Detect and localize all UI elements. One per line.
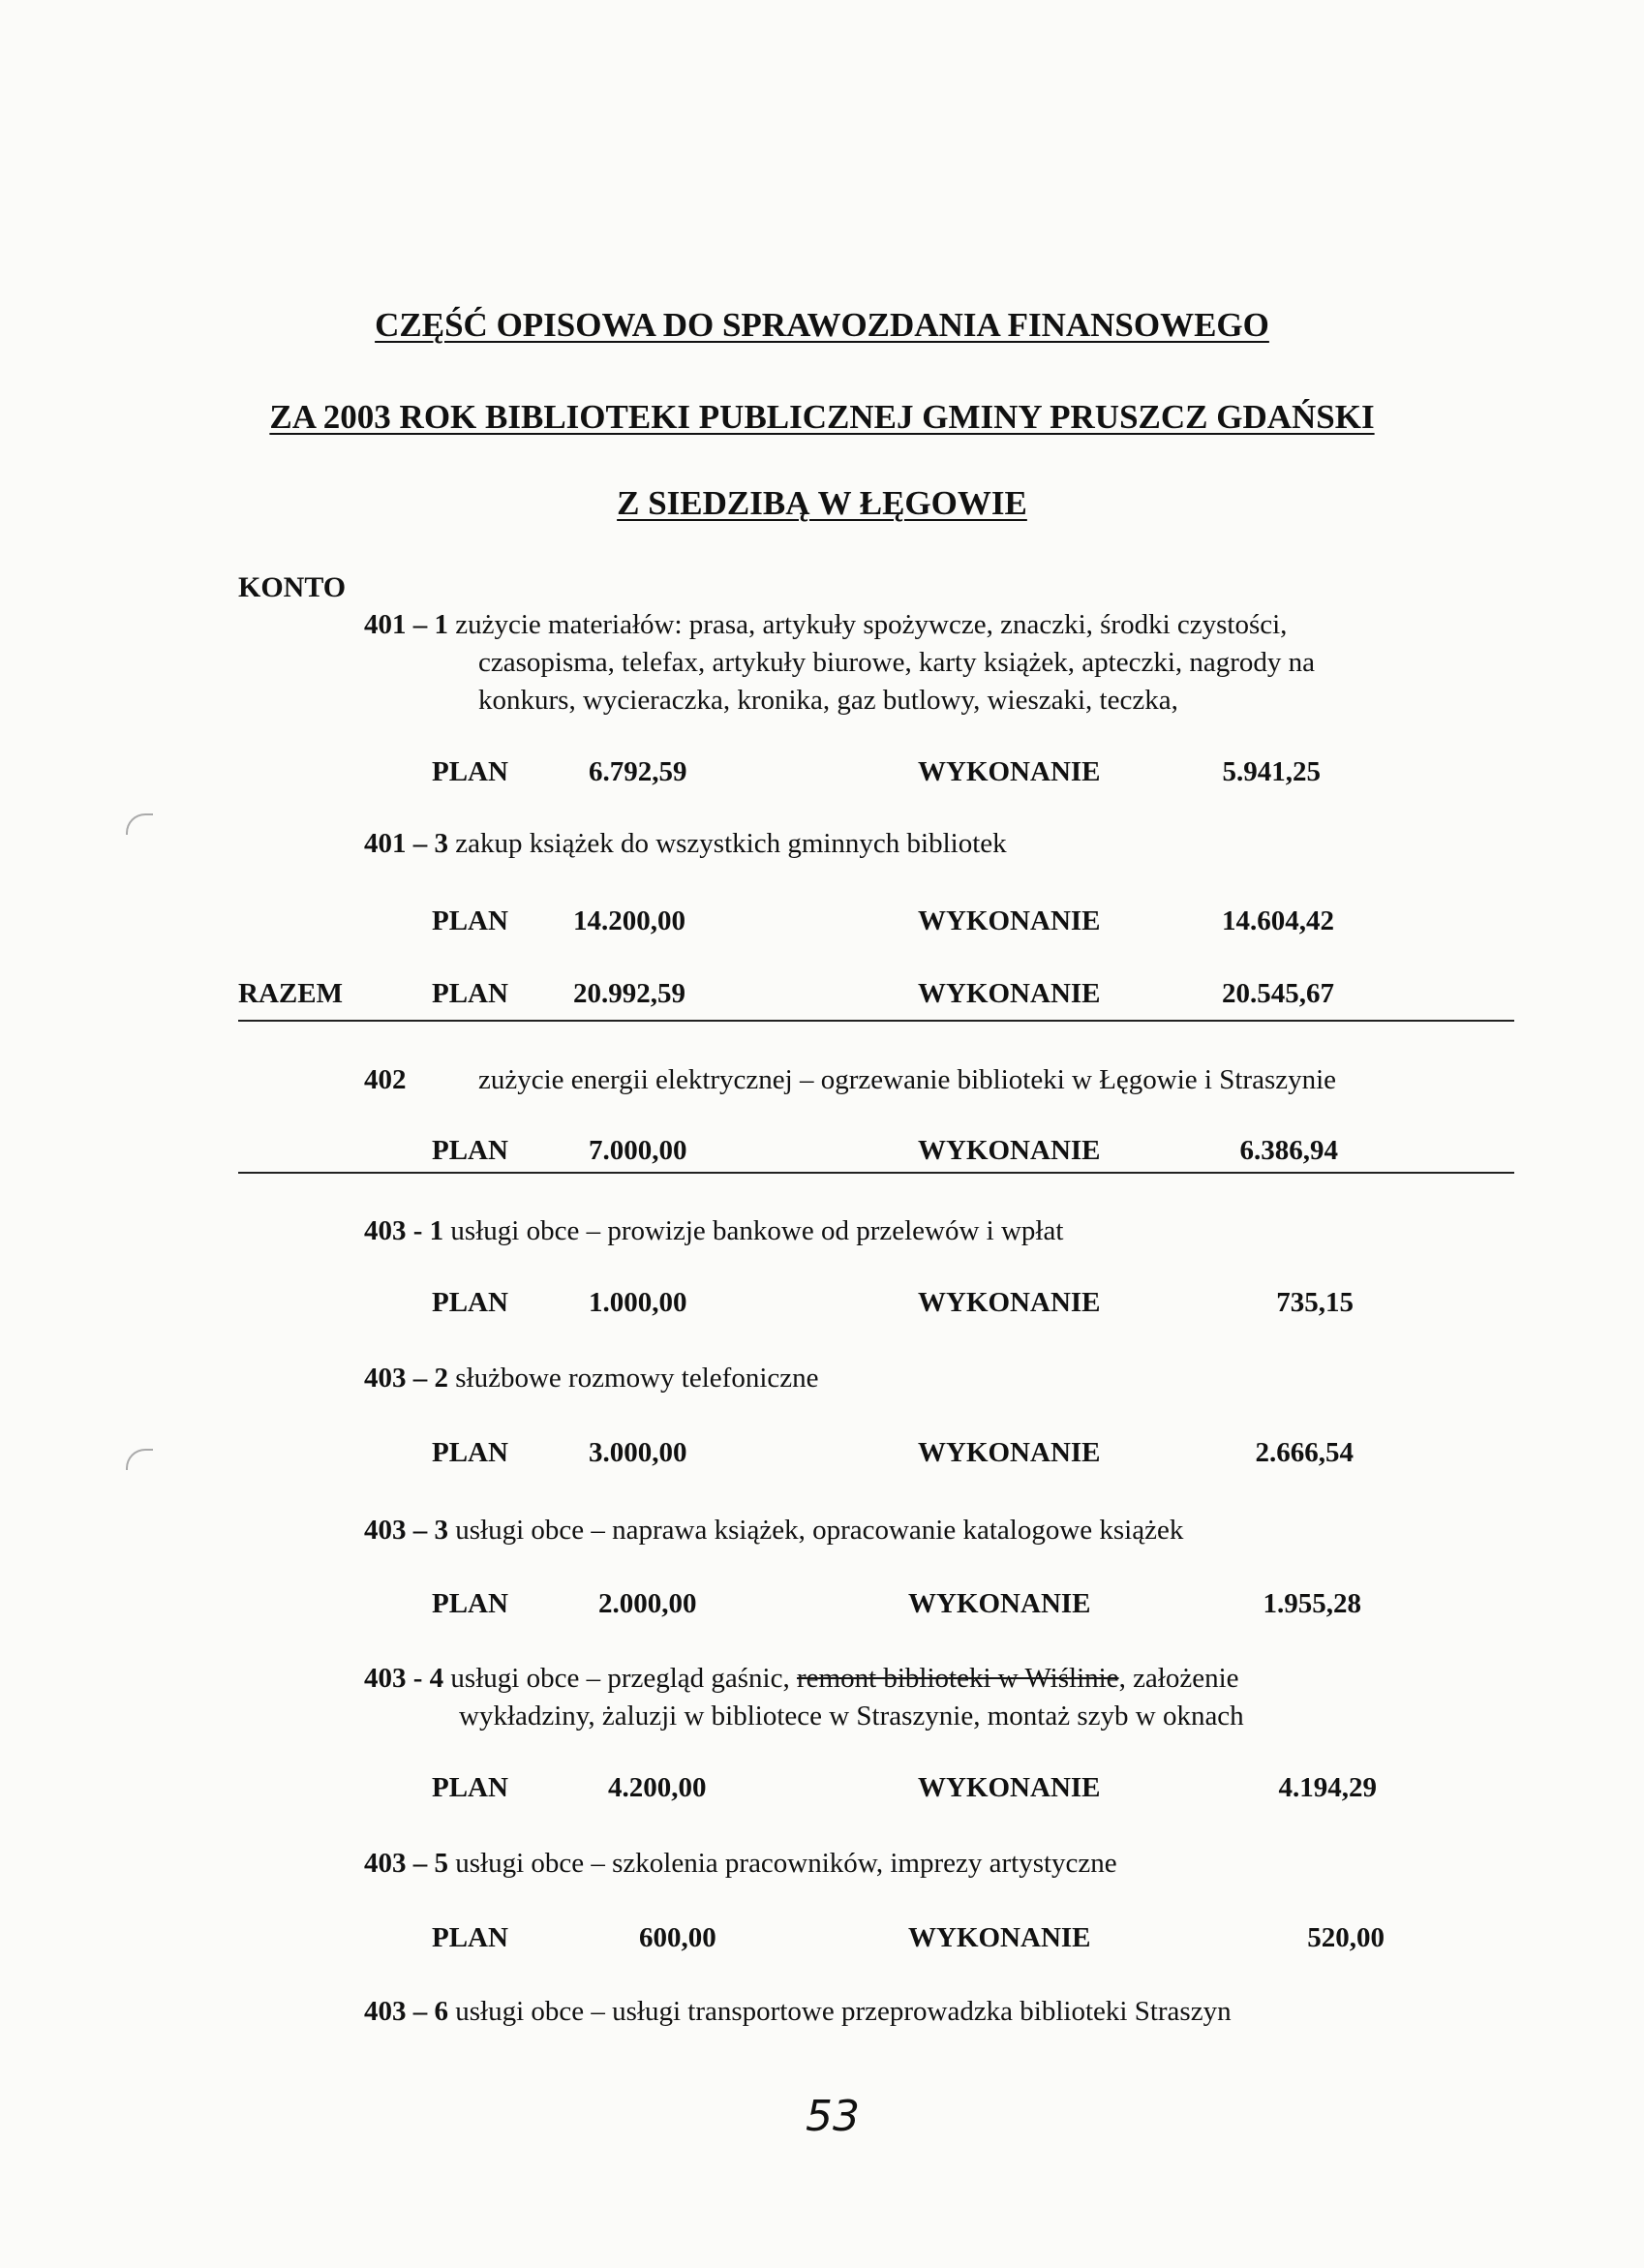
wykonanie-value: 6.386,94 xyxy=(1239,1135,1338,1166)
razem-wykonanie-value: 20.545,67 xyxy=(1222,978,1334,1009)
plan-label: PLAN xyxy=(432,1588,508,1619)
entry-401-1-line-1 xyxy=(364,607,1287,642)
wykonanie-label: WYKONANIE xyxy=(918,905,1101,936)
razem-plan-value: 20.992,59 xyxy=(573,978,685,1009)
wykonanie-value: 14.604,42 xyxy=(1222,905,1334,936)
account-code-402: 402 xyxy=(364,1064,407,1095)
binder-hole-mark xyxy=(126,813,153,835)
account-code: 403 – 3 xyxy=(364,1515,448,1546)
entry-402-description: zużycie energii elektrycznej – ogrzewanie biblioteki w Łęgowie i Straszynie xyxy=(478,1064,1337,1095)
plan-value: 600,00 xyxy=(639,1922,716,1953)
plan-value: 2.000,00 xyxy=(598,1588,697,1619)
entry-403-4-line-2: wykładziny, żaluzji w bibliotece w Straszynie, montaż szyb w oknach xyxy=(459,1701,1244,1732)
entry-401-1-line-3: konkurs, wycieraczka, kronika, gaz butlowy, wieszaki, teczka, xyxy=(478,685,1178,716)
entry-description: zakup książek do wszystkich gminnych bibliotek xyxy=(455,828,1007,859)
wykonanie-label: WYKONANIE xyxy=(918,756,1101,787)
account-code: 401 – 1 xyxy=(364,609,448,640)
plan-label: PLAN xyxy=(432,905,508,936)
entry-401-1-line-2: czasopisma, telefax, artykuły biurowe, karty książek, apteczki, nagrody na xyxy=(478,647,1316,678)
plan-label: PLAN xyxy=(432,1287,508,1318)
account-code: 403 – 5 xyxy=(364,1848,448,1879)
wykonanie-label: WYKONANIE xyxy=(918,1287,1101,1318)
wykonanie-value: 4.194,29 xyxy=(1278,1772,1377,1803)
document-title-line-2: ZA 2003 ROK BIBLIOTEKI PUBLICZNEJ GMINY PRUSZCZ GDAŃSKI xyxy=(269,398,1375,436)
wykonanie-label: WYKONANIE xyxy=(918,978,1101,1009)
entry-description: usługi obce – usługi transportowe przeprowadzka biblioteki Straszyn xyxy=(455,1996,1232,2027)
wykonanie-label: WYKONANIE xyxy=(908,1588,1091,1619)
plan-label: PLAN xyxy=(432,756,508,787)
page-number: 53 xyxy=(806,2092,860,2141)
plan-label: PLAN xyxy=(432,1437,508,1468)
wykonanie-value: 520,00 xyxy=(1307,1922,1385,1953)
plan-label: PLAN xyxy=(432,1922,508,1953)
wykonanie-value: 2.666,54 xyxy=(1255,1437,1354,1468)
entry-403-1-line-1 xyxy=(364,1213,1063,1248)
plan-label: PLAN xyxy=(432,978,508,1009)
razem-label: RAZEM xyxy=(238,978,343,1009)
razem-underline xyxy=(238,1020,1514,1022)
plan-label: PLAN xyxy=(432,1772,508,1803)
wykonanie-label: WYKONANIE xyxy=(918,1135,1101,1166)
plan-value: 1.000,00 xyxy=(589,1287,687,1318)
entry-403-6-line-1 xyxy=(364,1994,1232,2029)
plan-value: 7.000,00 xyxy=(589,1135,687,1166)
entry-description: usługi obce – szkolenia pracowników, imprezy artystyczne xyxy=(455,1848,1117,1879)
plan-value: 3.000,00 xyxy=(589,1437,687,1468)
document-title-line-3: Z SIEDZIBĄ W ŁĘGOWIE xyxy=(617,484,1027,522)
account-code: 403 - 1 xyxy=(364,1215,444,1246)
entry-description-end: , założenie xyxy=(1118,1663,1239,1694)
section-divider xyxy=(238,1172,1514,1174)
entry-403-3-line-1 xyxy=(364,1513,1183,1548)
entry-403-2-line-1 xyxy=(364,1361,819,1395)
wykonanie-value: 1.955,28 xyxy=(1263,1588,1361,1619)
struck-text: remont biblioteki w Wiślinie xyxy=(796,1663,1119,1694)
account-code: 403 – 2 xyxy=(364,1363,448,1394)
entry-401-3-line-1 xyxy=(364,826,1007,861)
binder-hole-mark xyxy=(126,1449,153,1470)
entry-description: służbowe rozmowy telefoniczne xyxy=(455,1363,819,1394)
plan-value: 14.200,00 xyxy=(573,905,685,936)
account-code: 403 – 6 xyxy=(364,1996,448,2027)
entry-403-5-line-1 xyxy=(364,1846,1117,1881)
plan-label: PLAN xyxy=(432,1135,508,1166)
entry-description: usługi obce – prowizje bankowe od przelewów i wpłat xyxy=(450,1215,1064,1246)
wykonanie-value: 5.941,25 xyxy=(1222,756,1321,787)
account-code: 401 – 3 xyxy=(364,828,448,859)
wykonanie-label: WYKONANIE xyxy=(918,1437,1101,1468)
wykonanie-value: 735,15 xyxy=(1276,1287,1354,1318)
account-code: 403 - 4 xyxy=(364,1663,444,1694)
entry-description: usługi obce – przegląd gaśnic, xyxy=(450,1663,797,1694)
konto-label: KONTO xyxy=(238,571,347,603)
document-title-line-1: CZĘŚĆ OPISOWA DO SPRAWOZDANIA FINANSOWEGO xyxy=(375,306,1269,344)
plan-value: 4.200,00 xyxy=(608,1772,707,1803)
plan-value: 6.792,59 xyxy=(589,756,687,787)
entry-description: zużycie materiałów: prasa, artykuły spożywcze, znaczki, środki czystości, xyxy=(455,609,1288,640)
entry-description: usługi obce – naprawa książek, opracowanie katalogowe książek xyxy=(455,1515,1184,1546)
wykonanie-label: WYKONANIE xyxy=(918,1772,1101,1803)
wykonanie-label: WYKONANIE xyxy=(908,1922,1091,1953)
entry-403-4-line-1 xyxy=(364,1661,1239,1696)
